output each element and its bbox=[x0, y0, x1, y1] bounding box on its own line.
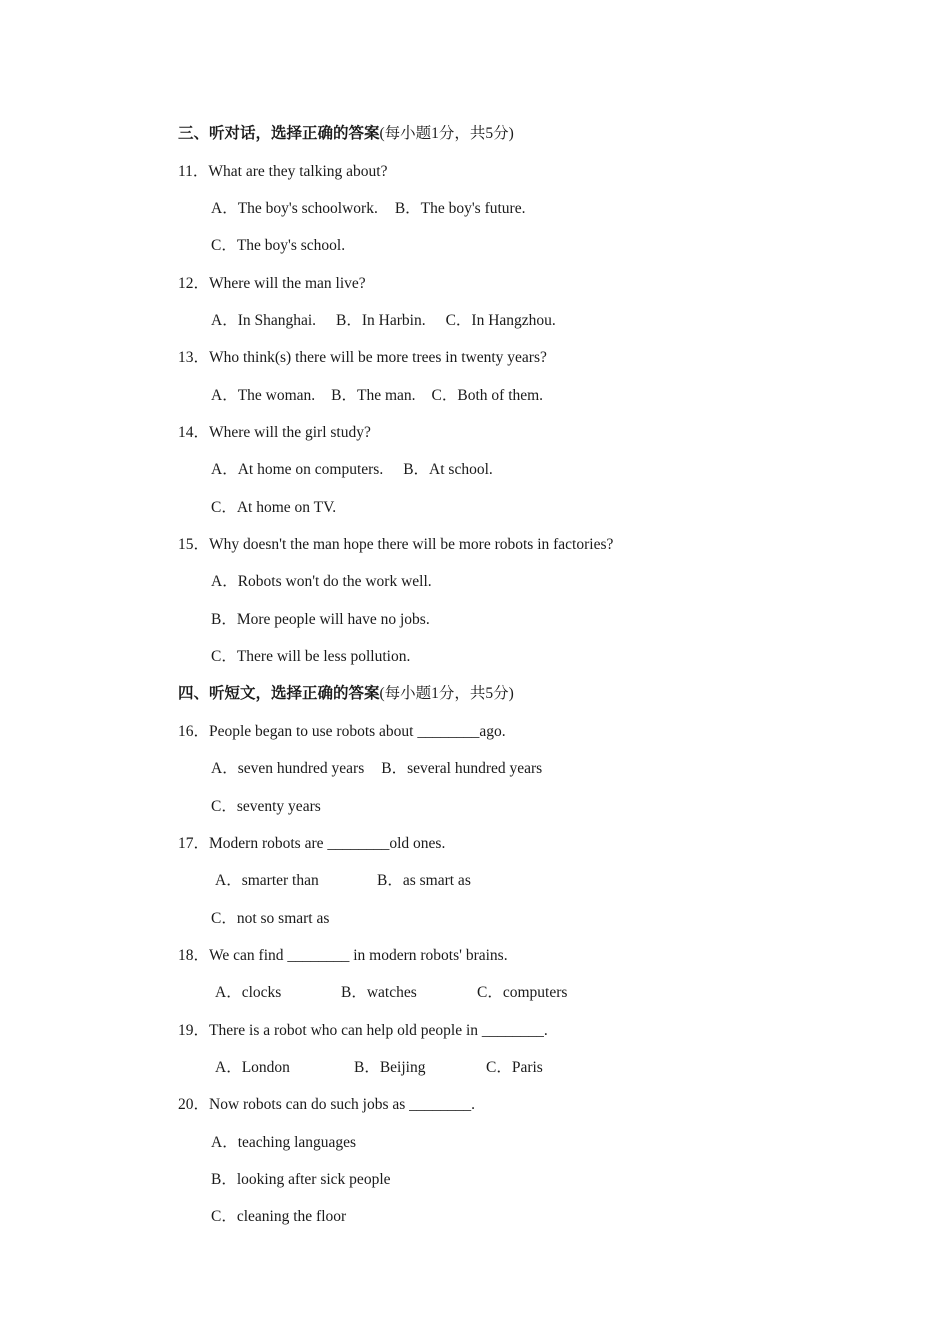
option-14-a[interactable]: A．At home on computers. bbox=[211, 461, 384, 478]
question-19: 19．There is a robot who can help old people in ________. bbox=[178, 1022, 548, 1039]
option-17-b[interactable]: B．as smart as bbox=[377, 872, 471, 889]
option-15-b[interactable]: B．More people will have no jobs. bbox=[211, 611, 430, 628]
option-11-c[interactable]: C．The boy's school. bbox=[211, 237, 346, 254]
question-16: 16．People began to use robots about ________ago. bbox=[178, 723, 506, 740]
option-19-b[interactable]: B．Beijing bbox=[354, 1059, 426, 1076]
section-4-note: (每小题1分，共5分) bbox=[379, 685, 514, 702]
section-3-title: 三、听对话，选择正确的答案 bbox=[178, 125, 380, 142]
question-14-options-row-1 bbox=[211, 460, 493, 480]
question-15: 15．Why doesn't the man hope there will be more robots in factories? bbox=[178, 536, 614, 553]
section-3-heading bbox=[178, 124, 514, 144]
question-14: 14．Where will the girl study? bbox=[178, 424, 371, 441]
option-13-b[interactable]: B．The man. bbox=[331, 387, 416, 404]
question-20: 20．Now robots can do such jobs as ________. bbox=[178, 1096, 476, 1113]
option-12-c[interactable]: C．In Hangzhou. bbox=[445, 312, 556, 329]
question-16-options-row-1 bbox=[211, 759, 542, 779]
option-13-c[interactable]: C．Both of them. bbox=[431, 387, 544, 404]
option-18-a[interactable]: A．clocks bbox=[215, 984, 282, 1001]
option-19-c[interactable]: C．Paris bbox=[486, 1059, 543, 1076]
option-16-b[interactable]: B．several hundred years bbox=[381, 760, 543, 777]
question-17: 17．Modern robots are ________old ones. bbox=[178, 835, 446, 852]
option-12-b[interactable]: B．In Harbin. bbox=[336, 312, 426, 329]
question-18: 18．We can find ________ in modern robots' brains. bbox=[178, 947, 508, 964]
option-19-a[interactable]: A．London bbox=[215, 1059, 290, 1076]
question-11-options-row-1 bbox=[211, 199, 525, 219]
question-13: 13．Who think(s) there will be more trees in twenty years? bbox=[178, 349, 547, 366]
option-18-c[interactable]: C．computers bbox=[477, 984, 568, 1001]
option-17-c[interactable]: C．not so smart as bbox=[211, 910, 330, 927]
option-14-b[interactable]: B．At school. bbox=[403, 461, 493, 478]
section-3-note: (每小题1分，共5分) bbox=[379, 125, 514, 142]
option-18-b[interactable]: B．watches bbox=[341, 984, 417, 1001]
option-20-b[interactable]: B．looking after sick people bbox=[211, 1171, 391, 1188]
option-16-a[interactable]: A．seven hundred years bbox=[211, 760, 365, 777]
option-14-c[interactable]: C．At home on TV. bbox=[211, 499, 337, 516]
option-12-a[interactable]: A．In Shanghai. bbox=[211, 312, 317, 329]
option-17-a[interactable]: A．smarter than bbox=[215, 872, 319, 889]
option-11-b[interactable]: B．The boy's future. bbox=[394, 200, 526, 217]
section-4-title: 四、听短文，选择正确的答案 bbox=[178, 685, 380, 702]
option-16-c[interactable]: C．seventy years bbox=[211, 798, 321, 815]
question-11: 11．What are they talking about? bbox=[178, 163, 388, 180]
option-13-a[interactable]: A．The woman. bbox=[211, 387, 316, 404]
question-12-options bbox=[211, 311, 556, 331]
question-12: 12．Where will the man live? bbox=[178, 275, 366, 292]
option-11-a[interactable]: A．The boy's schoolwork. bbox=[211, 200, 378, 217]
option-15-c[interactable]: C．There will be less pollution. bbox=[211, 648, 411, 665]
option-20-a[interactable]: A．teaching languages bbox=[211, 1134, 357, 1151]
section-4-heading bbox=[178, 684, 514, 704]
option-20-c[interactable]: C．cleaning the floor bbox=[211, 1208, 347, 1225]
question-13-options bbox=[211, 386, 543, 406]
option-15-a[interactable]: A．Robots won't do the work well. bbox=[211, 573, 432, 590]
